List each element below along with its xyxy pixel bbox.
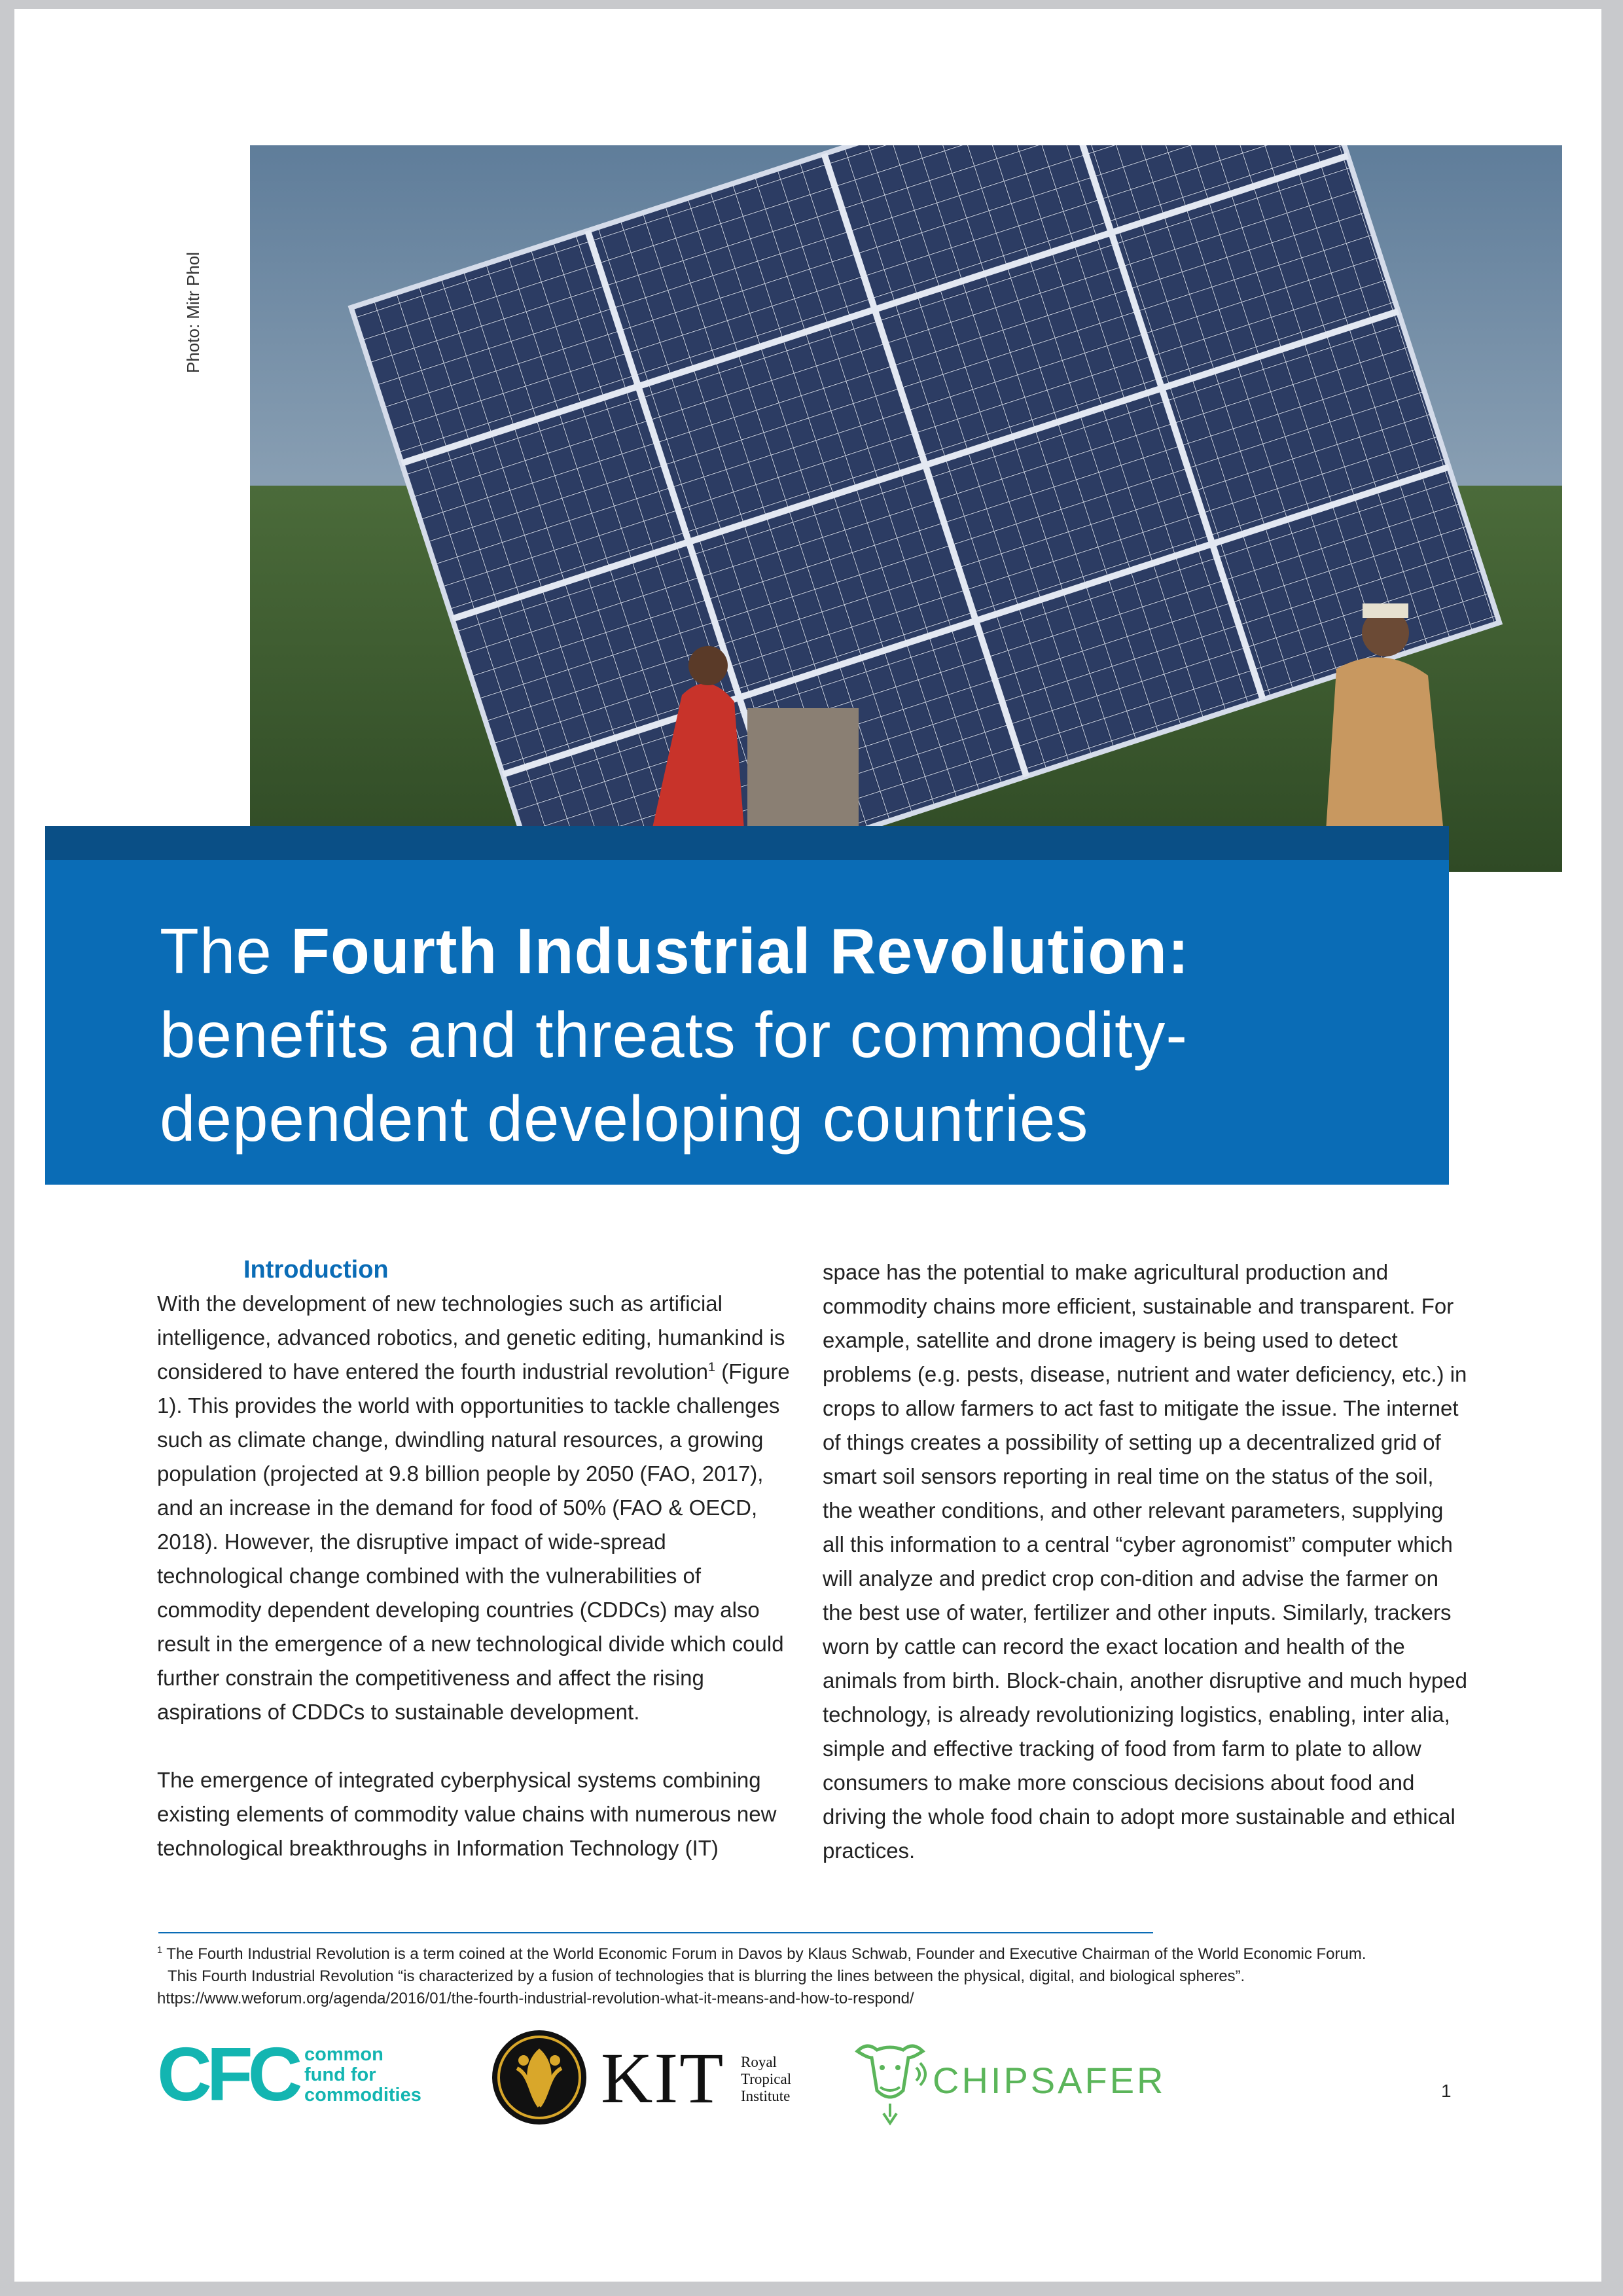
paragraph-1-text-cont: (Figure 1). This provides the world with opportunities to tackle challenges such as climate change, dwindling natural resources, a growing population (projected at 9.8 billion people by 2050 (FAO, 2017), and an increase in the demand for food of 50% (FAO & OECD, 2018). However, the disruptive impact of wide-spread technological change combined with the vulnerabilities of commodity dependent developing countries (CDDCs) may also result in the emergence of a new technological divide which could further constrain the competitiveness and affect the rising aspirations of CDDCs to sustainable development.: [157, 1359, 790, 1724]
page-number: 1: [1441, 2081, 1452, 2101]
footnote: [157, 1943, 1531, 2010]
cfc-line-2: fund for: [304, 2064, 376, 2085]
paragraph-3: space has the potential to make agricultural production and commodity chains more efficient, sustainable and transparent. For example, satellite and drone imagery is being used to detect problems (e.g. pests, disease, nutrient and water deficiency, etc.) in crops to allow farmers to act fast to mitigate the issue. The internet of things creates a possibility of setting up a decentralized grid of smart soil sensors reporting in real time on the status of the soil, the weather conditions, and other relevant parameters, supplying all this information to a central “cyber agronomist” computer which will analyze and predict crop con-dition and advise the farmer on the best use of water, fertilizer and other inputs. Similarly, trackers worn by cattle can record the exact location and health of the animals from birth. Block-chain, another disruptive and much hyped technology, is already revolutionizing logistics, enabling, inter alia, simple and effective tracking of food from farm to plate to allow consumers to make more conscious decisions about food and driving the whole food chain to adopt more sustainable and ethical practices.: [823, 1260, 1467, 1863]
title-light: The: [160, 915, 291, 987]
solar-panel-photo: [250, 145, 1562, 872]
footnote-number: 1: [157, 1945, 163, 1956]
kit-line-1: Royal: [741, 2054, 777, 2070]
chipsafer-logo: [851, 2032, 1165, 2130]
section-heading: Introduction: [243, 1256, 389, 1283]
cfc-logo: [157, 2032, 465, 2117]
title-bold: Fourth Industrial Revolution:: [291, 915, 1190, 987]
footnote-divider: [158, 1932, 1153, 1933]
document-page: [14, 9, 1601, 2282]
paragraph-1: [157, 1287, 792, 1729]
text-column-right: [823, 1255, 1467, 1868]
kit-seal-icon: [491, 2029, 588, 2126]
cfc-wordmark: [304, 2045, 421, 2106]
chipsafer-wordmark: CHIPSAFER: [933, 2060, 1166, 2101]
text-column-left: [157, 1253, 792, 1865]
kit-logo: [491, 2029, 831, 2127]
cfc-line-1: common: [304, 2044, 383, 2065]
paragraph-2: The emergence of integrated cyberphysical systems combining existing elements of commodity value chains with numerous new technological breakthroughs in Information Technology (IT): [157, 1768, 777, 1860]
photo-credit: Photo: Mitr Phol: [183, 252, 203, 373]
footnote-ref: 1: [708, 1360, 716, 1374]
footnote-url: https://www.weforum.org/agenda/2016/01/the-fourth-industrial-revolution-what-it-means-and-how-to-respond/: [157, 1990, 914, 2007]
footnote-line-1: The Fourth Industrial Revolution is a term coined at the World Economic Forum in Davos by Klaus Schwab, Founder and Executive Chairman of the World Economic Forum.: [162, 1945, 1366, 1963]
title-banner: [45, 860, 1449, 1185]
kit-wordmark: KIT: [601, 2038, 725, 2118]
cow-icon: [851, 2032, 929, 2130]
page-title: [160, 909, 1436, 1160]
title-line-3: dependent developing countries: [160, 1083, 1089, 1155]
kit-line-3: Institute: [741, 2088, 791, 2104]
title-line-2: benefits and threats for commodity-: [160, 999, 1188, 1071]
cfc-mark: CFC: [157, 2032, 298, 2117]
kit-line-2: Tropical: [741, 2071, 792, 2087]
title-banner-strip: [45, 826, 1449, 860]
cfc-line-3: commodities: [304, 2085, 421, 2106]
paragraph-1-text: With the development of new technologies such as artificial intelligence, advanced robotics, and genetic editing, humankind is considered to have entered the fourth industrial revolution: [157, 1291, 785, 1384]
kit-subtitle: [741, 2054, 791, 2105]
footnote-line-2: This Fourth Industrial Revolution “is characterized by a fusion of technologies that is blurring the lines between the physical, digital, and biological spheres”.: [168, 1967, 1245, 1985]
